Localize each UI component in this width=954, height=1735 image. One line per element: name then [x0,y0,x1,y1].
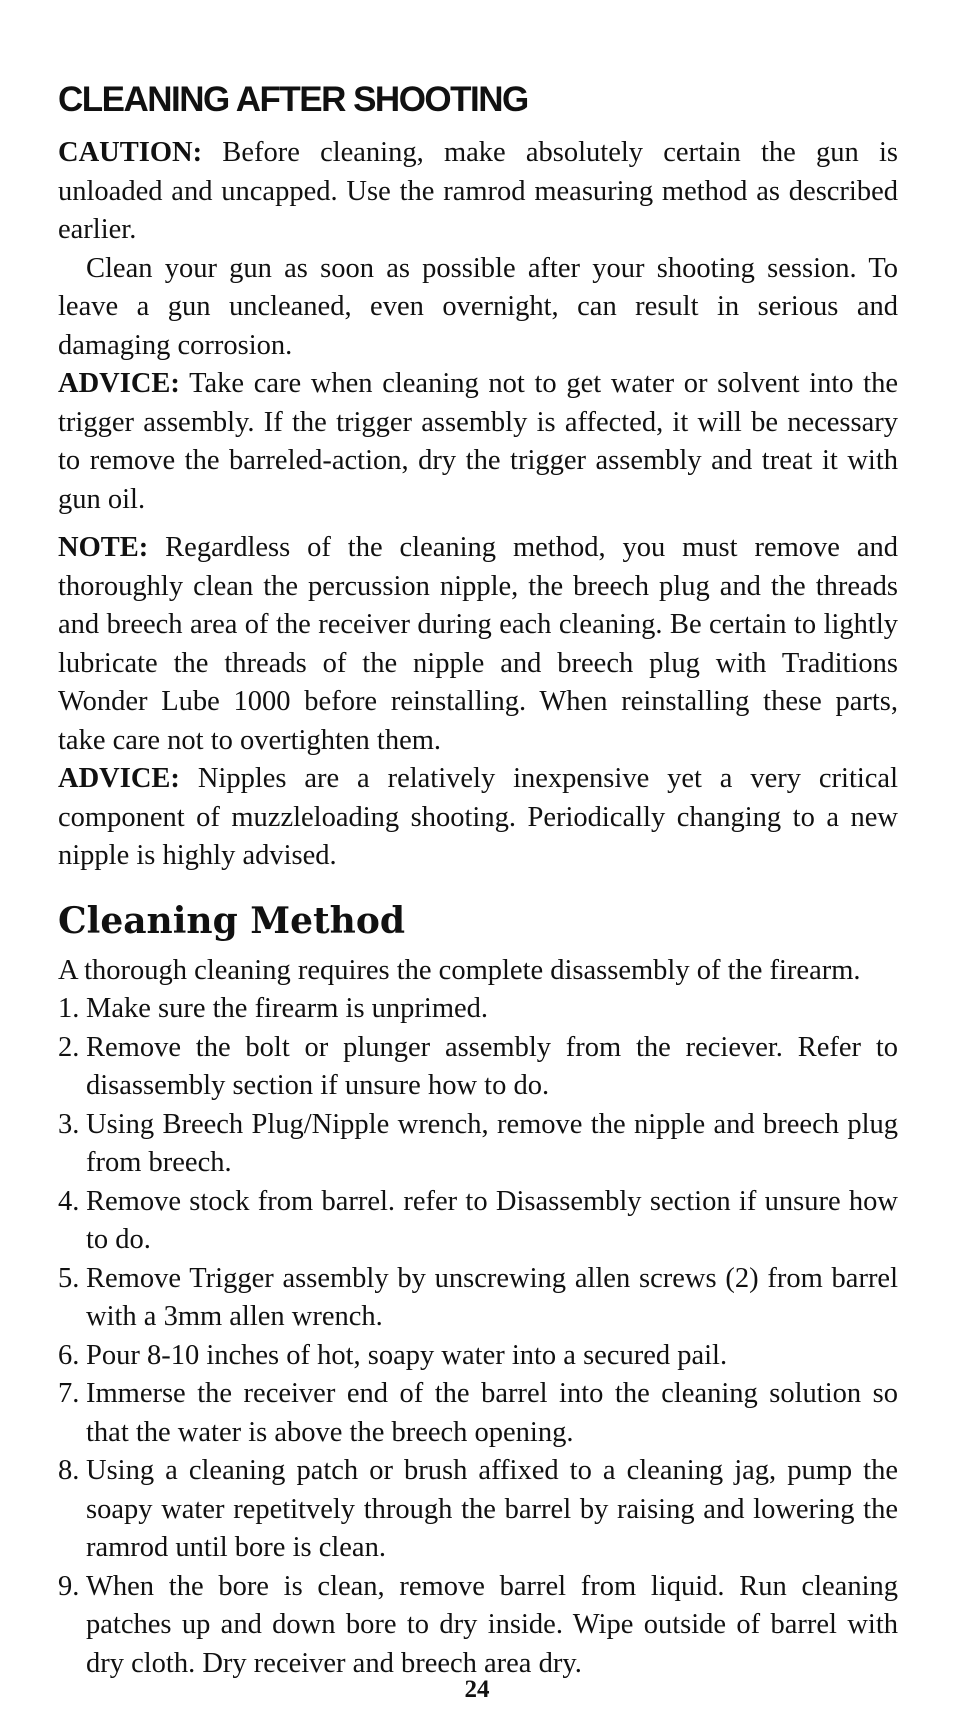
note-paragraph [58,529,898,760]
step-number: 7. [58,1378,80,1409]
page-number: 24 [464,1676,490,1703]
step-text: Immerse the receiver end of the barrel into the cleaning solution so that the water is above the breech opening. [86,1378,898,1448]
advice-nipples-text: Nipples are a relatively inexpensive yet a very critical component of muzzleloading shooting. Periodically changing to a new nipple is highly advised. [58,763,898,871]
step-text: Using a cleaning patch or brush affixed to a cleaning jag, pump the soapy water repetitvely through the barrel by raising and lowering the ramrod until bore is clean. [86,1455,898,1563]
step-item [58,1029,898,1106]
advice-trigger-text: Take care when cleaning not to get water or solvent into the trigger assembly. If the trigger assembly is affected, it will be necessary to remove the barreled-action, dry the trigger assembly and treat it with gun oil. [58,368,898,515]
caution-text: Before cleaning, make absolutely certain the gun is unloaded and uncapped. Use the ramrod measuring method as described earlier. [58,137,898,245]
step-text: Remove the bolt or plunger assembly from the reciever. Refer to disassembly section if unsure how to do. [86,1031,898,1101]
step-number: 9. [58,1570,80,1602]
step-item [58,1375,898,1452]
step-item [58,1568,898,1684]
caution-label: CAUTION: [58,137,203,168]
step-number: 5. [58,1262,80,1294]
note-label: NOTE: [58,532,149,563]
step-text: Make sure the firearm is unprimed. [86,993,489,1024]
advice-nipples-paragraph [58,760,898,876]
step-text: Remove Trigger assembly by unscrewing allen screws (2) from barrel with a 3mm allen wrench. [86,1262,898,1332]
step-text: Remove stock from barrel. refer to Disassembly section if unsure how to do. [86,1185,898,1255]
step-text: Using Breech Plug/Nipple wrench, remove the nipple and breech plug from breech. [86,1108,898,1178]
advice-label: ADVICE: [58,368,180,399]
caution-paragraph [58,134,898,250]
step-item [58,1337,898,1376]
step-number: 8. [58,1455,80,1486]
step-item [58,990,898,1029]
advice-trigger-paragraph [58,365,898,519]
step-number: 4. [58,1185,80,1217]
step-text: When the bore is clean, remove barrel from liquid. Run cleaning patches up and down bore to dry inside. Wipe outside of barrel with dry cloth. Dry receiver and breech area dry. [86,1570,898,1679]
step-item [58,1452,898,1568]
step-number: 6. [58,1339,80,1371]
step-item [58,1106,898,1183]
step-number: 3. [58,1108,80,1140]
clean-promptly-paragraph: Clean your gun as soon as possible after your shooting session. To leave a gun uncleaned, even overnight, can result in serious and damaging corrosion. [58,252,898,361]
step-text: Pour 8-10 inches of hot, soapy water into a secured pail. [86,1339,728,1371]
cleaning-steps-list [58,990,898,1683]
step-number: 2. [58,1031,80,1063]
section-intro: A thorough cleaning requires the complete disassembly of the firearm. [58,954,861,986]
advice-label: ADVICE: [58,763,180,794]
note-text: Regardless of the cleaning method, you must remove and thoroughly clean the percussion nipple, the breech plug and the threads and breech area of the receiver during each cleaning. Be certain to lightly lubricate the threads of the nipple and breech plug with Traditions Wonder Lube 1000 before reinstalling. When reinstalling these parts, take care not to overtighten them. [58,532,898,756]
page-title: CLEANING AFTER SHOOTING [58,80,528,119]
step-number: 1. [58,993,80,1024]
section-title: Cleaning Method [58,899,406,942]
manual-page [58,76,898,1683]
step-item [58,1183,898,1260]
step-item [58,1260,898,1337]
